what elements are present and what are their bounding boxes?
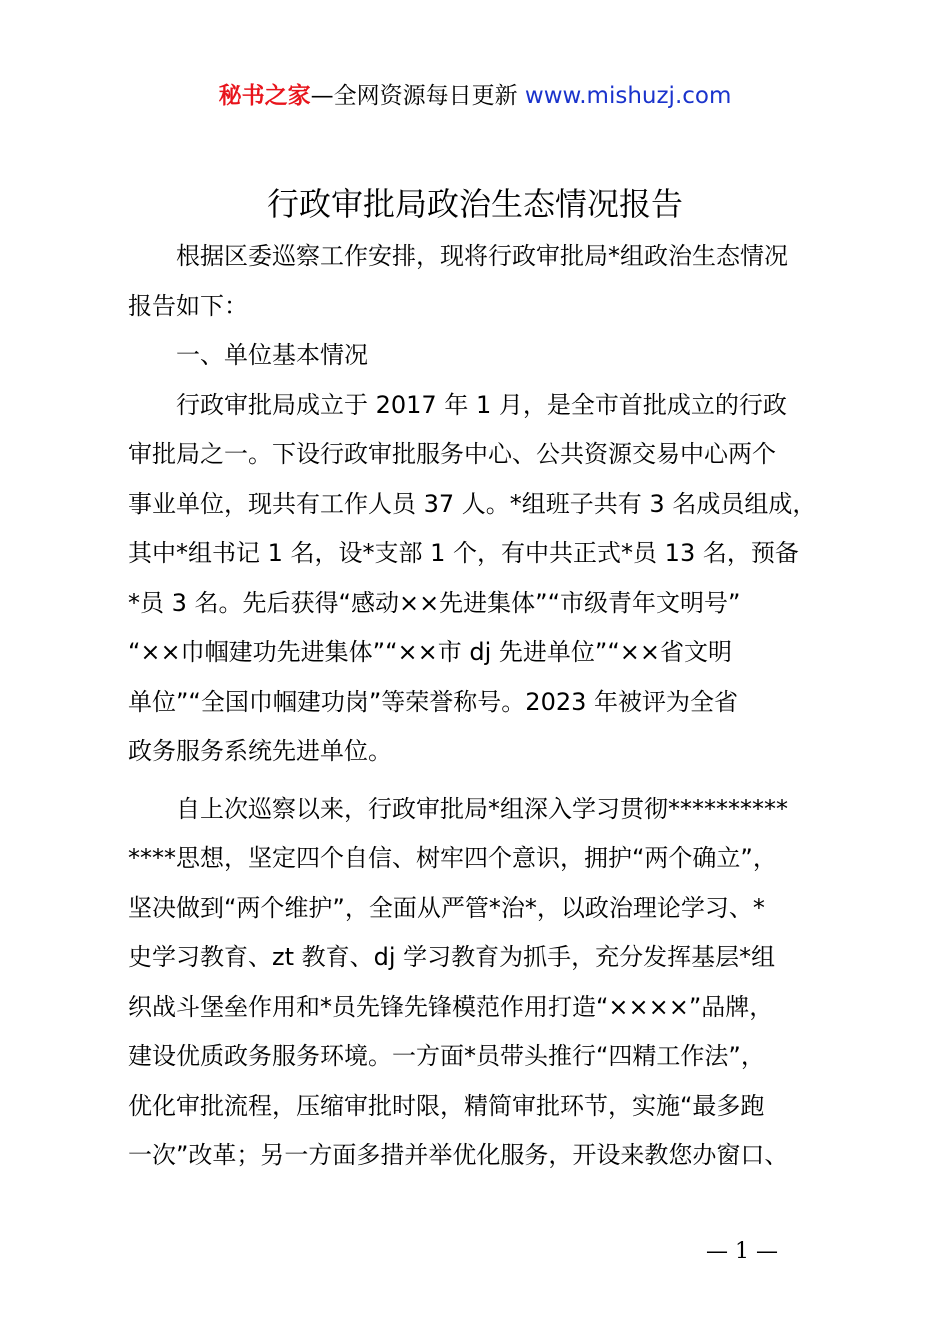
text-line: 根据区委巡察工作安排，现将行政审批局*组政治生态情况: [128, 242, 788, 270]
text-line: “××巾帼建功先进集体”“××市 dj 先进单位”“××省文明: [128, 638, 732, 666]
text-line: 优化审批流程，压缩审批时限，精简审批环节，实施“最多跑: [128, 1091, 765, 1120]
header-tagline: —全网资源每日更新: [310, 83, 518, 109]
section-heading: 一、单位基本情况: [128, 341, 368, 369]
text-line: *员 3 名。先后获得“感动××先进集体”“市级青年文明号”: [128, 588, 741, 617]
text-line: 审批局之一。下设行政审批服务中心、公共资源交易中心两个: [128, 440, 776, 468]
text-line: 政务服务系统先进单位。: [128, 737, 392, 765]
text-line: 坚决做到“两个维护”，全面从严管*治*，以政治理论学习、*: [128, 893, 765, 922]
brand-name: 秘书之家: [218, 83, 311, 109]
text-line: 一次”改革；另一方面多措并举优化服务，开设来教您办窗口、: [128, 1141, 789, 1169]
text-line: 行政审批局成立于 2017 年 1 月，是全市首批成立的行政: [128, 390, 787, 419]
document-title: 行政审批局政治生态情况报告: [266, 185, 683, 223]
page-header: [0, 80, 950, 112]
text-line: 单位”“全国巾帼建功岗”等荣誉称号。2023 年被评为全省: [128, 687, 739, 716]
text-line: ****思想，坚定四个自信、树牢四个意识，拥护“两个确立”，: [128, 844, 777, 872]
text-line: 织战斗堡垒作用和*员先锋先锋模范作用打造“××××”品牌，: [128, 992, 774, 1021]
text-line: 其中*组书记 1 名，设*支部 1 个，有中共正式*员 13 名，预备: [128, 539, 799, 567]
site-url[interactable]: www.mishuzj.com: [524, 83, 732, 109]
text-line: 史学习教育、zt 教育、dj 学习教育为抓手，充分发挥基层*组: [128, 943, 776, 971]
text-line: 自上次巡察以来，行政审批局*组深入学习贯彻**********: [128, 794, 788, 823]
text-line: 报告如下：: [128, 291, 248, 320]
document-body: [128, 232, 853, 1181]
text-line: 事业单位，现共有工作人员 37 人。*组班子共有 3 名成员组成，: [128, 489, 817, 518]
page-number: — 1 —: [706, 1239, 778, 1264]
text-line: 建设优质政务服务环境。一方面*员带头推行“四精工作法”，: [128, 1042, 765, 1070]
